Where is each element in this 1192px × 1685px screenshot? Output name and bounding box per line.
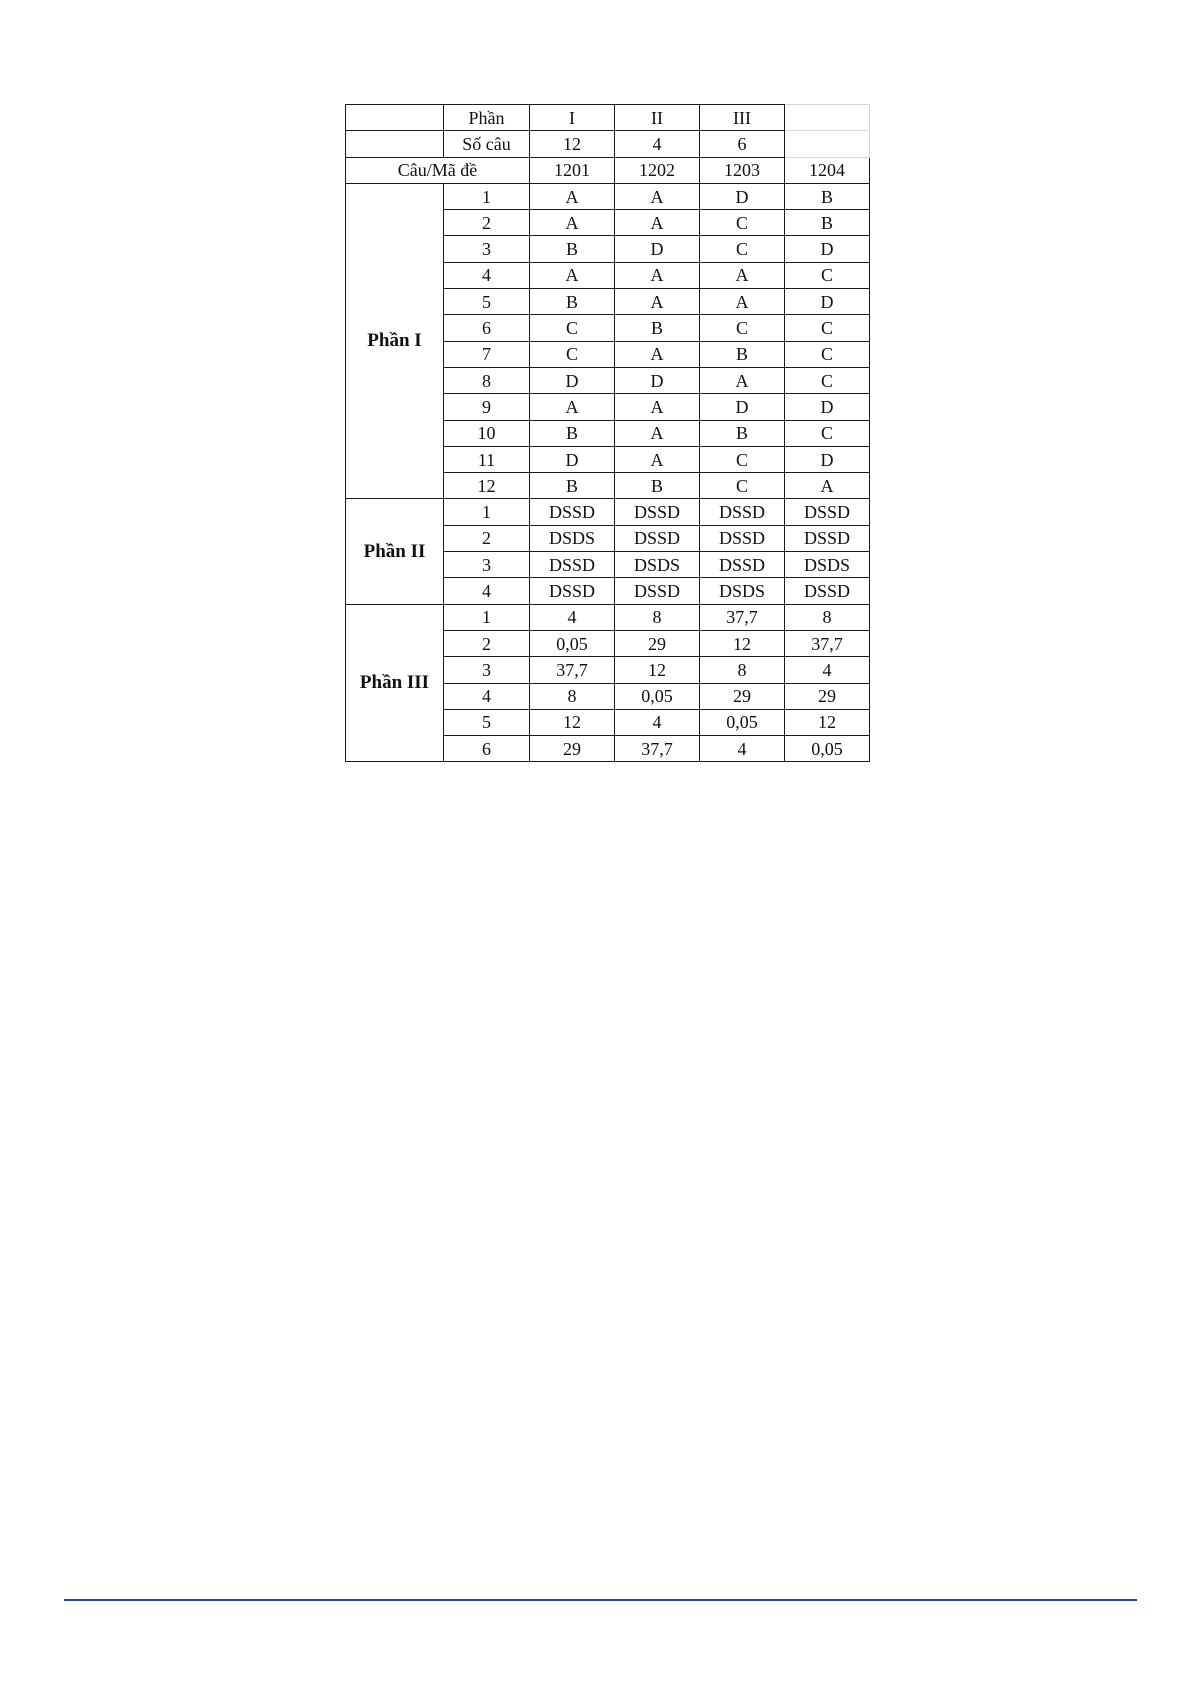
ghost-cell (785, 105, 870, 131)
answer-cell: 12 (700, 630, 785, 656)
answer-cell: D (785, 394, 870, 420)
answer-cell: 37,7 (530, 657, 615, 683)
question-number: 7 (444, 341, 530, 367)
question-number: 3 (444, 236, 530, 262)
answer-cell: 37,7 (615, 736, 700, 762)
answer-cell: C (700, 446, 785, 472)
answer-cell: C (530, 315, 615, 341)
answer-cell: C (785, 315, 870, 341)
section-label: Phần I (346, 183, 444, 499)
answer-cell: D (700, 183, 785, 209)
phan-value-ii: II (615, 105, 700, 131)
question-number: 4 (444, 683, 530, 709)
answer-cell: DSSD (785, 578, 870, 604)
header-row-phan (346, 105, 870, 131)
code-1203: 1203 (700, 157, 785, 183)
answer-cell: A (615, 394, 700, 420)
question-number: 5 (444, 709, 530, 735)
answer-cell: D (785, 236, 870, 262)
answer-cell: B (530, 236, 615, 262)
answer-cell: D (530, 446, 615, 472)
answer-cell: C (700, 473, 785, 499)
answer-cell: 12 (785, 709, 870, 735)
socau-label: Số câu (444, 131, 530, 157)
answer-cell: D (785, 289, 870, 315)
answer-cell: DSSD (700, 499, 785, 525)
answer-cell: D (615, 236, 700, 262)
answer-cell: 4 (615, 709, 700, 735)
code-1201: 1201 (530, 157, 615, 183)
answer-cell: A (700, 262, 785, 288)
phan-value-iii: III (700, 105, 785, 131)
answer-cell: DSSD (530, 578, 615, 604)
answer-cell: DSDS (530, 525, 615, 551)
answer-cell: 0,05 (615, 683, 700, 709)
answer-cell: 8 (530, 683, 615, 709)
answer-cell: D (785, 446, 870, 472)
answer-row (346, 499, 870, 525)
answer-key-body (346, 105, 870, 762)
answer-cell: B (700, 341, 785, 367)
question-number: 4 (444, 578, 530, 604)
answer-cell: DSSD (785, 499, 870, 525)
answer-cell: A (530, 210, 615, 236)
question-number: 2 (444, 525, 530, 551)
answer-cell: B (615, 473, 700, 499)
answer-cell: DSSD (785, 525, 870, 551)
answer-cell: DSDS (700, 578, 785, 604)
answer-cell: DSSD (615, 525, 700, 551)
answer-cell: D (700, 394, 785, 420)
answer-cell: B (530, 473, 615, 499)
answer-cell: C (785, 341, 870, 367)
answer-cell: D (530, 367, 615, 393)
answer-cell: 29 (615, 630, 700, 656)
answer-cell: C (700, 236, 785, 262)
code-1204: 1204 (785, 157, 870, 183)
answer-cell: A (615, 183, 700, 209)
answer-cell: B (530, 420, 615, 446)
answer-cell: A (530, 394, 615, 420)
answer-row (346, 183, 870, 209)
answer-cell: A (615, 420, 700, 446)
question-number: 2 (444, 630, 530, 656)
answer-cell: 8 (700, 657, 785, 683)
answer-cell: 4 (785, 657, 870, 683)
answer-cell: 37,7 (785, 630, 870, 656)
question-number: 10 (444, 420, 530, 446)
section-label: Phần III (346, 604, 444, 762)
question-number: 1 (444, 604, 530, 630)
answer-cell: 29 (700, 683, 785, 709)
answer-cell: A (785, 473, 870, 499)
answer-cell: C (785, 420, 870, 446)
answer-cell: A (530, 183, 615, 209)
answer-cell: C (530, 341, 615, 367)
question-number: 3 (444, 552, 530, 578)
socau-value-iii: 6 (700, 131, 785, 157)
answer-cell: A (700, 289, 785, 315)
answer-cell: C (785, 367, 870, 393)
answer-cell: 0,05 (530, 630, 615, 656)
answer-cell: 4 (700, 736, 785, 762)
answer-cell: A (700, 367, 785, 393)
header-empty-cell (346, 131, 444, 157)
answer-cell: 8 (615, 604, 700, 630)
answer-cell: A (530, 262, 615, 288)
answer-cell: DSSD (700, 552, 785, 578)
answer-cell: 29 (785, 683, 870, 709)
answer-cell: 4 (530, 604, 615, 630)
answer-cell: 29 (530, 736, 615, 762)
answer-cell: D (615, 367, 700, 393)
answer-cell: DSSD (615, 578, 700, 604)
answer-cell: DSSD (700, 525, 785, 551)
question-number: 12 (444, 473, 530, 499)
socau-value-ii: 4 (615, 131, 700, 157)
answer-cell: A (615, 210, 700, 236)
answer-cell: 8 (785, 604, 870, 630)
socau-value-i: 12 (530, 131, 615, 157)
answer-cell: B (785, 210, 870, 236)
answer-cell: 12 (530, 709, 615, 735)
question-number: 1 (444, 499, 530, 525)
code-1202: 1202 (615, 157, 700, 183)
answer-cell: 0,05 (785, 736, 870, 762)
answer-cell: B (700, 420, 785, 446)
question-number: 4 (444, 262, 530, 288)
answer-cell: DSSD (530, 499, 615, 525)
header-empty-cell (346, 105, 444, 131)
phan-label: Phần (444, 105, 530, 131)
cau-ma-de-label: Câu/Mã đề (346, 157, 530, 183)
answer-cell: DSSD (530, 552, 615, 578)
answer-cell: 0,05 (700, 709, 785, 735)
answer-cell: C (700, 210, 785, 236)
answer-cell: C (700, 315, 785, 341)
answer-cell: A (615, 262, 700, 288)
question-number: 3 (444, 657, 530, 683)
answer-cell: A (615, 289, 700, 315)
answer-cell: B (785, 183, 870, 209)
answer-cell: DSDS (615, 552, 700, 578)
question-number: 5 (444, 289, 530, 315)
question-number: 6 (444, 315, 530, 341)
answer-cell: B (615, 315, 700, 341)
answer-cell: A (615, 446, 700, 472)
question-number: 9 (444, 394, 530, 420)
ghost-cell (785, 131, 870, 157)
answer-key-table (345, 104, 870, 762)
answer-cell: DSSD (615, 499, 700, 525)
answer-cell: B (530, 289, 615, 315)
header-row-codes (346, 157, 870, 183)
answer-cell: 12 (615, 657, 700, 683)
question-number: 6 (444, 736, 530, 762)
question-number: 8 (444, 367, 530, 393)
header-row-socau (346, 131, 870, 157)
question-number: 2 (444, 210, 530, 236)
question-number: 1 (444, 183, 530, 209)
answer-cell: C (785, 262, 870, 288)
answer-cell: DSDS (785, 552, 870, 578)
section-label: Phần II (346, 499, 444, 604)
question-number: 11 (444, 446, 530, 472)
footer-rule (64, 1599, 1137, 1601)
phan-value-i: I (530, 105, 615, 131)
answer-cell: A (615, 341, 700, 367)
answer-cell: 37,7 (700, 604, 785, 630)
answer-row (346, 604, 870, 630)
